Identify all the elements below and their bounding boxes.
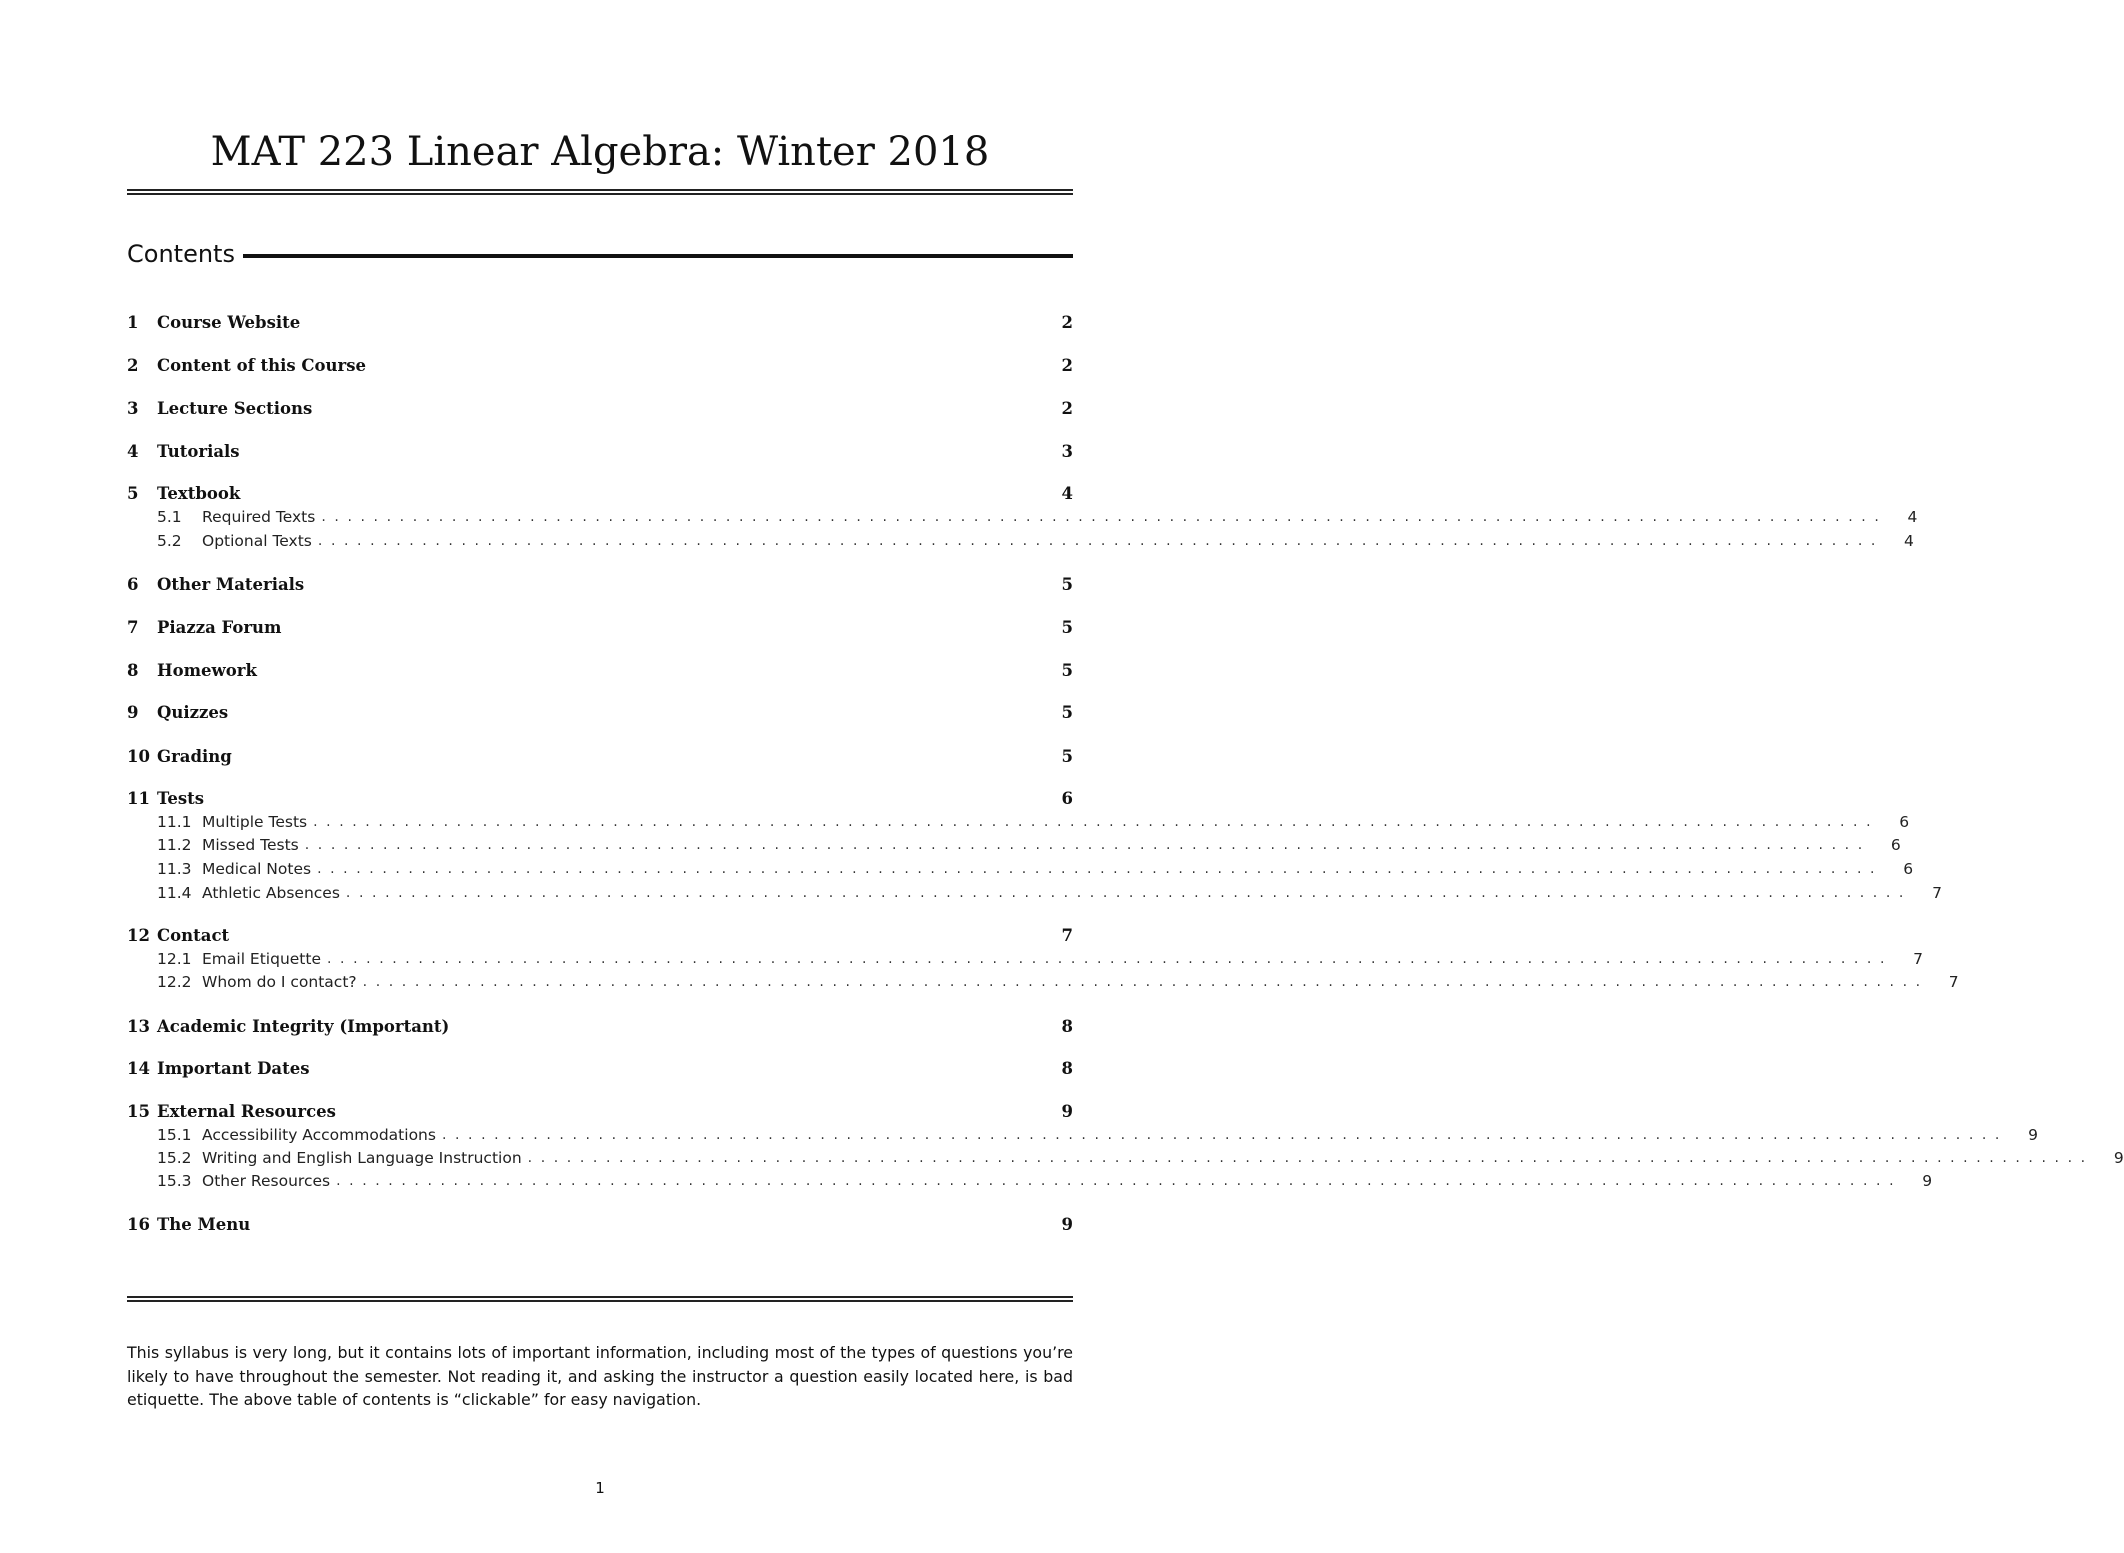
page-number: 1 xyxy=(595,1479,605,1497)
toc-section-page: 5 xyxy=(1061,617,1073,637)
toc-section-page: 2 xyxy=(1061,312,1073,332)
toc-subsection-11-3[interactable] xyxy=(157,858,1914,880)
toc-section-page: 5 xyxy=(1061,574,1073,594)
toc-dot-leader: ........................................................................................................................ xyxy=(527,1150,2094,1166)
toc-subsection-number: 11.1 xyxy=(157,813,192,831)
toc-subsection-11-2[interactable] xyxy=(157,834,1901,856)
title-divider xyxy=(127,189,1073,195)
toc-section-title[interactable]: Quizzes xyxy=(157,702,229,722)
toc-section-title[interactable]: Textbook xyxy=(157,483,241,503)
toc-section-page: 6 xyxy=(1061,788,1073,808)
toc-subsection-page: 9 xyxy=(2028,1126,2038,1144)
toc-section-16[interactable] xyxy=(127,1212,1073,1236)
toc-subsection-page: 9 xyxy=(1922,1172,1933,1190)
contents-label: Contents xyxy=(127,240,235,268)
toc-subsection-title[interactable]: Medical Notes xyxy=(202,860,312,878)
page-title: MAT 223 Linear Algebra: Winter 2018 xyxy=(210,129,990,175)
toc-subsection-12-1[interactable] xyxy=(157,948,1924,970)
toc-subsection-number: 12.1 xyxy=(157,950,192,968)
toc-dot-leader: ........................................................................................................................ xyxy=(336,1173,1903,1189)
toc-section-number: 7 xyxy=(127,617,139,637)
toc-subsection-title[interactable]: Whom do I contact? xyxy=(202,973,357,991)
toc-subsection-11-1[interactable] xyxy=(157,811,1910,833)
toc-section-number: 11 xyxy=(127,788,150,808)
toc-section-title[interactable]: Grading xyxy=(157,746,232,766)
toc-section-6[interactable] xyxy=(127,572,1073,596)
toc-section-title[interactable]: Important Dates xyxy=(157,1058,310,1078)
toc-dot-leader: ........................................................................................................................ xyxy=(345,885,1912,901)
toc-section-page: 9 xyxy=(1061,1214,1073,1234)
intro-paragraph: This syllabus is very long, but it contains lots of important information, including most of the types of questions you’re likely to have throughout the semester. Not reading it, and asking the instructor a question easily located here, is bad etiquette. The above table of contents is “clickable” for easy navigation. xyxy=(127,1343,1073,1409)
toc-subsection-number: 5.1 xyxy=(157,508,182,526)
toc-section-page: 8 xyxy=(1061,1016,1073,1036)
toc-dot-leader: ........................................................................................................................ xyxy=(313,814,1880,830)
toc-section-number: 4 xyxy=(127,441,139,461)
toc-section-number: 12 xyxy=(127,925,150,945)
toc-section-10[interactable] xyxy=(127,744,1073,768)
toc-section-number: 16 xyxy=(127,1214,150,1234)
toc-section-page: 8 xyxy=(1061,1058,1073,1078)
toc-subsection-title[interactable]: Multiple Tests xyxy=(202,813,308,831)
toc-section-page: 5 xyxy=(1061,746,1073,766)
toc-section-2[interactable] xyxy=(127,353,1073,377)
toc-section-3[interactable] xyxy=(127,396,1073,420)
toc-section-page: 7 xyxy=(1061,925,1073,945)
toc-section-title[interactable]: Piazza Forum xyxy=(157,617,282,637)
toc-section-title[interactable]: Tests xyxy=(157,788,205,808)
toc-subsection-11-4[interactable] xyxy=(157,882,1942,904)
toc-section-11[interactable] xyxy=(127,786,1073,810)
toc-subsection-page: 6 xyxy=(1903,860,1914,878)
toc-section-page: 3 xyxy=(1061,441,1073,461)
toc-section-4[interactable] xyxy=(127,439,1073,463)
toc-end-divider xyxy=(127,1296,1073,1302)
toc-dot-leader: ........................................................................................................................ xyxy=(304,837,1871,853)
toc-section-title[interactable]: Other Materials xyxy=(157,574,305,594)
toc-subsection-12-2[interactable] xyxy=(157,971,1959,993)
toc-section-7[interactable] xyxy=(127,615,1073,639)
toc-section-number: 14 xyxy=(127,1058,150,1078)
toc-dot-leader: ........................................................................................................................ xyxy=(327,951,1894,967)
toc-section-number: 9 xyxy=(127,702,139,722)
toc-subsection-title[interactable]: Required Texts xyxy=(202,508,316,526)
toc-subsection-page: 7 xyxy=(1932,884,1942,902)
toc-subsection-number: 12.2 xyxy=(157,973,192,991)
contents-heading xyxy=(127,236,1073,272)
toc-section-page: 5 xyxy=(1061,702,1073,722)
toc-subsection-title[interactable]: Athletic Absences xyxy=(202,884,340,902)
toc-section-page: 4 xyxy=(1061,483,1073,503)
toc-section-1[interactable] xyxy=(127,310,1073,334)
toc-subsection-page: 9 xyxy=(2113,1149,2124,1167)
toc-section-page: 9 xyxy=(1061,1101,1073,1121)
toc-subsection-15-3[interactable] xyxy=(157,1170,1933,1192)
toc-subsection-number: 15.3 xyxy=(157,1172,192,1190)
toc-section-title[interactable]: The Menu xyxy=(157,1214,251,1234)
toc-section-title[interactable]: Course Website xyxy=(157,312,301,332)
toc-section-page: 2 xyxy=(1061,398,1073,418)
toc-section-14[interactable] xyxy=(127,1056,1073,1080)
toc-section-title[interactable]: External Resources xyxy=(157,1101,336,1121)
toc-section-title[interactable]: Academic Integrity (Important) xyxy=(157,1016,450,1036)
toc-section-number: 1 xyxy=(127,312,139,332)
toc-subsection-title[interactable]: Writing and English Language Instruction xyxy=(202,1149,522,1167)
toc-section-12[interactable] xyxy=(127,923,1073,947)
toc-section-9[interactable] xyxy=(127,700,1073,724)
toc-section-page: 2 xyxy=(1061,355,1073,375)
toc-dot-leader: ........................................................................................................................ xyxy=(317,533,1884,549)
toc-subsection-title[interactable]: Accessibility Accommodations xyxy=(202,1126,436,1144)
toc-section-page: 5 xyxy=(1061,660,1073,680)
toc-subsection-number: 5.2 xyxy=(157,532,182,550)
toc-section-number: 6 xyxy=(127,574,139,594)
toc-section-title[interactable]: Homework xyxy=(157,660,257,680)
toc-section-number: 10 xyxy=(127,746,150,766)
toc-section-title[interactable]: Lecture Sections xyxy=(157,398,313,418)
toc-section-5[interactable] xyxy=(127,481,1073,505)
toc-section-number: 13 xyxy=(127,1016,150,1036)
toc-subsection-15-2[interactable] xyxy=(157,1147,2124,1169)
toc-subsection-number: 11.2 xyxy=(157,836,192,854)
toc-dot-leader: ........................................................................................................................ xyxy=(362,974,1929,990)
toc-dot-leader: ........................................................................................................................ xyxy=(441,1127,2008,1143)
toc-subsection-page: 6 xyxy=(1890,836,1901,854)
toc-section-number: 2 xyxy=(127,355,139,375)
toc-section-number: 8 xyxy=(127,660,139,680)
toc-subsection-number: 15.2 xyxy=(157,1149,192,1167)
toc-subsection-title[interactable]: Email Etiquette xyxy=(202,950,321,968)
toc-subsection-page: 7 xyxy=(1948,973,1959,991)
toc-subsection-page: 4 xyxy=(1904,532,1914,550)
toc-subsection-5-2[interactable] xyxy=(157,530,1914,552)
toc-subsection-title[interactable]: Other Resources xyxy=(202,1172,331,1190)
toc-subsection-title[interactable]: Missed Tests xyxy=(202,836,299,854)
toc-section-8[interactable] xyxy=(127,658,1073,682)
toc-dot-leader: ........................................................................................................................ xyxy=(317,861,1884,877)
toc-section-title[interactable]: Contact xyxy=(157,925,230,945)
toc-subsection-page: 6 xyxy=(1899,813,1910,831)
toc-section-15[interactable] xyxy=(127,1099,1073,1123)
toc-section-13[interactable] xyxy=(127,1014,1073,1038)
toc-subsection-title[interactable]: Optional Texts xyxy=(202,532,312,550)
toc-subsection-15-1[interactable] xyxy=(157,1124,2038,1146)
toc-dot-leader: ........................................................................................................................ xyxy=(321,509,1888,525)
toc-section-title[interactable]: Content of this Course xyxy=(157,355,366,375)
toc-section-title[interactable]: Tutorials xyxy=(157,441,240,461)
contents-heading-rule xyxy=(243,254,1073,258)
toc-subsection-5-1[interactable] xyxy=(157,506,1918,528)
toc-subsection-page: 7 xyxy=(1913,950,1924,968)
toc-section-number: 3 xyxy=(127,398,139,418)
toc-section-number: 5 xyxy=(127,483,139,503)
toc-section-number: 15 xyxy=(127,1101,150,1121)
toc-subsection-number: 15.1 xyxy=(157,1126,192,1144)
toc-subsection-page: 4 xyxy=(1907,508,1918,526)
toc-subsection-number: 11.3 xyxy=(157,860,192,878)
toc-subsection-number: 11.4 xyxy=(157,884,192,902)
